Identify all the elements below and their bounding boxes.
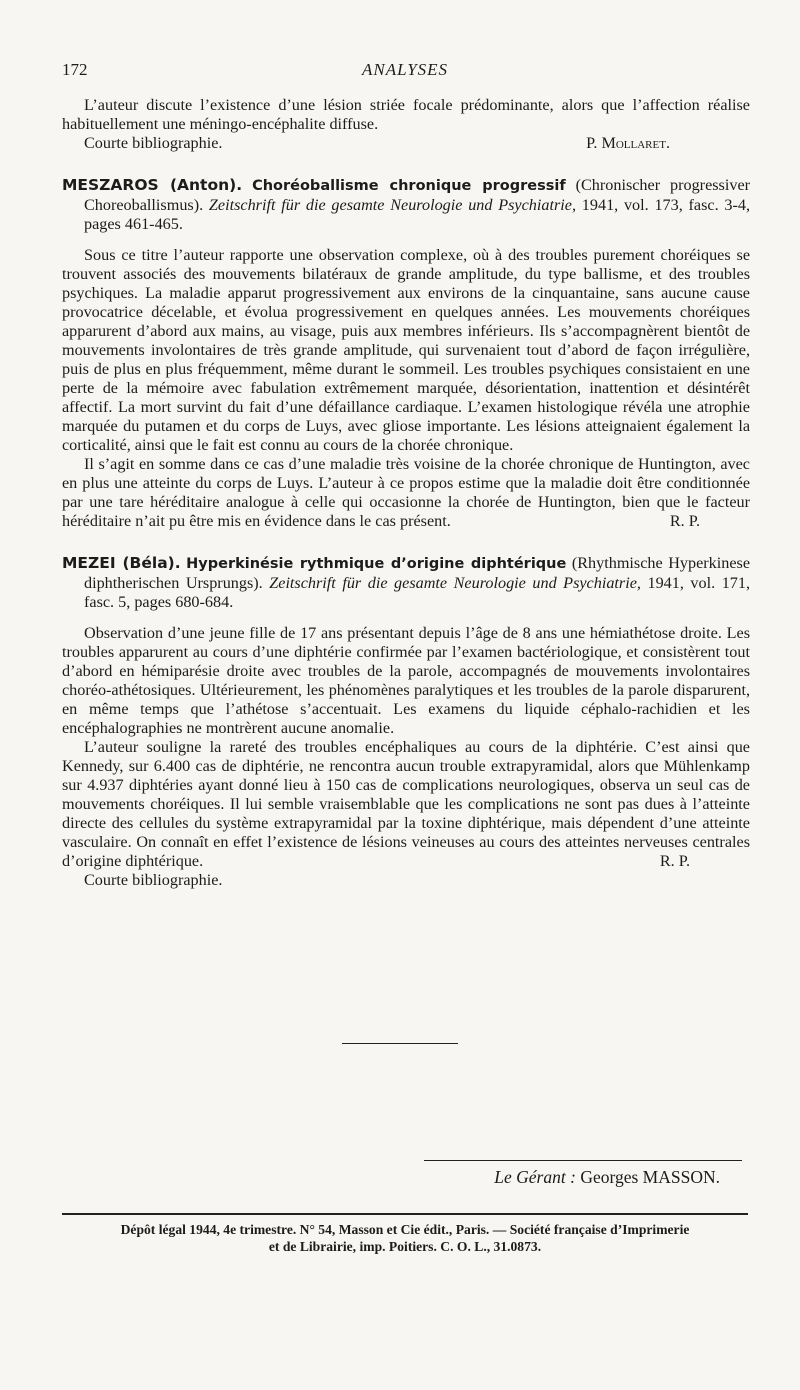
running-title: ANALYSES [361,60,449,79]
entry2-subtitle: (Rhythmische Hyperkinese diphtherischen Ursprungs). [84,554,751,592]
entry2-signature: R. P. [659,852,690,870]
entry2-details: 1941, vol. 171, fasc. 5, pages 680-684. [84,574,751,611]
entry2-paragraph-2: L’auteur souligne la rareté des troubles encéphaliques au cours de la diphtérie. C’est ainsi que Kennedy, sur 6.400 cas de diphtérie, ne rencontra aucun trouble extrapyramidal, alors que Mühlenkamp sur 4.937 diphtéries ayant donné lieu à 150 cas de complications neurologiques, observa un seul cas de mouvements choréiques. Il lui semble vraisemblable que les complications ne sont pas dues à l’atteinte directe des cellules du système extrapyramidal par la toxine diphtérique, mais dépendent d’une atteinte vasculaire. On connaît en effet l’existence de lésions veineuses au cours des atteintes nerveuses centrales d’origine diphtérique. R. P. [62,738,750,870]
entry1-title: Choréoballisme chronique progressif [252,178,566,194]
entry1-journal: Zeitschrift für die gesamte Neurologie und Psychiatrie, [208,196,577,214]
imprint [62,1221,748,1255]
gerant-name: Georges MASSON. [580,1167,720,1187]
intro-biblio: Courte bibliographie. [84,134,223,152]
page-number: 172 [62,60,88,79]
running-header [62,60,748,84]
entry2-author: MEZEI (Béla). [62,554,181,572]
entry1-subtitle: (Chronischer progressiver Choreoballismus). [84,176,751,214]
intro-biblio-line [62,134,750,153]
entry1-reference [62,176,750,234]
review-entry-meszaros [62,176,750,531]
gerant-signature [494,1167,720,1188]
entry1-author: MESZAROS (Anton). [62,176,243,194]
section-divider [342,1043,458,1044]
article-body [62,96,750,890]
entry1-details: 1941, vol. 173, fasc. 3-4, pages 461-465. [84,196,751,233]
imprint-rule [62,1213,748,1215]
entry2-reference [62,554,750,612]
entry2-paragraph-1: Observation d’une jeune fille de 17 ans présentant depuis l’âge de 8 ans une hémiathétose droite. Les troubles apparurent au cours d’une diphtérie confirmée par l’examen bactériologique, et consistèrent tout d’abord en hémiparésie droite avec troubles de la parole, accompagnés de mouvements involontaires choréo-athétosiques. Ultérieurement, les phénomènes paralytiques et les troubles de la parole disparurent, en même temps que l’athétose s’accentuait. Les examens du liquide céphalo-rachidien et les encéphalographies ne montrèrent aucune anomalie. [62,624,750,737]
review-entry-mezei [62,554,750,890]
entry1-signature: R. P. [669,512,700,530]
imprint-line-2: et de Librairie, imp. Poitiers. C. O. L., 31.0873. [268,1239,542,1254]
imprint-line-1: Dépôt légal 1944, 4e trimestre. N° 54, Masson et Cie édit., Paris. — Société française d’Imprimerie [120,1222,690,1237]
entry2-title: Hyperkinésie rythmique d’origine diphtérique [186,556,567,572]
gerant-rule [424,1160,742,1161]
entry2-journal: Zeitschrift für die gesamte Neurologie und Psychiatrie, [269,574,641,592]
intro-paragraph: L’auteur discute l’existence d’une lésion striée focale prédominante, alors que l’affection réalise habituellement une méningo-encéphalite diffuse. [62,96,750,133]
gerant-label: Le Gérant : [494,1167,576,1187]
intro-signature: P. Mollaret. [586,134,670,152]
entry1-paragraph-1: Sous ce titre l’auteur rapporte une observation complexe, où à des troubles purement choréiques se trouvent associés des mouvements bilatéraux de grande amplitude, du type ballisme, et des troubles psychiques. La maladie apparut progressivement aux environs de la cinquantaine, sans aucune cause provocatrice décelable, et évolua progressivement en quelques années. Les mouvements choréiques apparurent d’abord aux mains, au visage, puis aux membres inférieurs. Ils s’accompagnèrent bientôt de mouvements involontaires de très grande amplitude, qui survenaient tout d’abord de façon irrégulière, puis de plus en plus fréquemment, même durant le sommeil. Les troubles psychiques consistaient en une perte de la mémoire avec fabulation extrêmement marquée, désorientation, inattention et désintérêt affectif. La mort survint du fait d’une défaillance cardiaque. L’examen histologique révéla une atrophie marquée du putamen et du corps de Luys, avec gliose importante. Les lésions atteignaient également la corticalité, ainsi que le fait est connu au cours de la chorée chronique. [62,246,750,454]
entry2-biblio: Courte bibliographie. [84,871,223,889]
entry1-paragraph-2: Il s’agit en somme dans ce cas d’une maladie très voisine de la chorée chronique de Huntington, avec en plus une atteinte du corps de Luys. L’auteur à ce propos estime que la maladie doit être conditionnée par une tare héréditaire analogue à celle qui occasionne la chorée de Huntington, bien que le facteur héréditaire n’ait pu être mis en évidence dans le cas présent. R. P. [62,455,750,530]
